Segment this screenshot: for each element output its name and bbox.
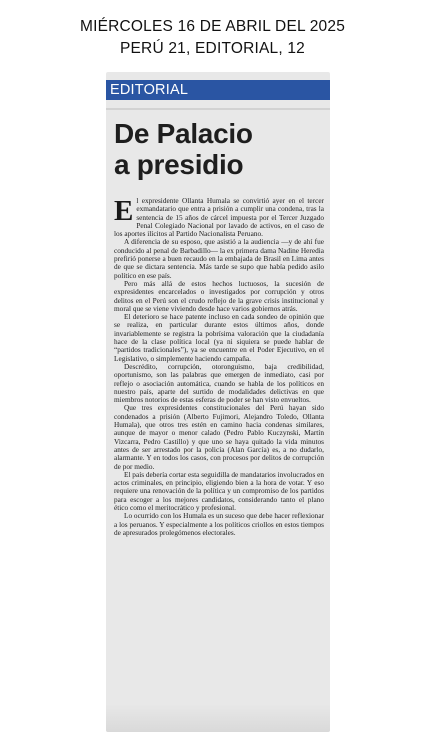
newspaper-clipping (106, 72, 330, 732)
section-bar (106, 80, 330, 100)
drop-cap: E (114, 195, 134, 227)
paragraph-8: Lo ocurrido con los Humala es un suceso que debe hacer reflexionar a los peruanos. Y especialmente a los políticos criollos en estos tiempos de apresurados prolegómenos electorales. (114, 511, 324, 537)
paragraph-2: A diferencia de su esposo, que asistió a la audiencia —y de ahí fue conducido al penal de Barbadillo— la ex primera dama Nadine Heredia prefirió ponerse a buen recaudo en la embajada de Brasil en Lima antes de que se dictara sentencia. Más tarde se supo que había pedido asilo político en ese país. (114, 237, 324, 280)
paragraph-1 (114, 197, 324, 238)
publication-date: MIÉRCOLES 16 DE ABRIL DEL 2025 (79, 18, 346, 35)
article-body (114, 197, 324, 537)
publication-source: PERÚ 21, EDITORIAL, 12 (119, 40, 306, 57)
divider (106, 108, 330, 110)
title-line-2: a presidio (114, 149, 244, 180)
paragraph-5: Descrédito, corrupción, otoronguismo, baja credibilidad, oportunismo, son las palabras que emergen de inmediato, casi por reflejo o asociación automática, cuando se habla de los políticos en nuestro país, aparte del surtido de modalidades delictivas en que miembros notorios de estas esferas de poder se han visto envueltos. (114, 361, 324, 405)
section-label: EDITORIAL (110, 82, 189, 98)
paragraph-1-text: l expresidente Ollanta Humala se convirtió ayer en el tercer exmandatario que entra a prisión a cumplir una condena, tras la sentencia de 15 años de cárcel impuesta por el Tercer Juzgado Penal Colegiado Nacional por lavado de activos, en el caso de los aportes ilícitos al Partido Nacionalista Peruano. (114, 196, 324, 239)
clipping-bottom-edge (106, 704, 330, 732)
paragraph-7: El país debería cortar esta seguidilla de mandatarios involucrados en actos criminales, en principio, eligiendo bien a la hora de votar. Y eso requiere una renovación de la política y un compromiso de los partidos para escoger a los mejores candidatos, considerando tanto el plano ético como el meritocrático y profesional. (114, 469, 324, 512)
paragraph-4: El deterioro se hace patente incluso en cada sondeo de opinión que se realiza, en particular durante estos últimos años, donde invariablemente se registra la pobrísima valoración que la ciudadanía hace de la clase política local (ya ni siquiera se puede hablar de “partidos tradicionales”), ya se encuentre en el Poder Ejecutivo, en el Legislativo, o simplemente haciendo campaña. (114, 312, 324, 363)
paragraph-6: Que tres expresidentes constitucionales del Perú hayan sido condenados a prisión (Alberto Fujimori, Alejandro Toledo, Ollanta Humala), que otros tres estén en camino hacia condenas similares, aunque de mayor o menor calado (Pedro Pablo Kuczynski, Martín Vizcarra, Pedro Castillo) y que uno se haya quitado la vida minutos antes de ser arrestado por la policía (Alan García) es, a no dudarlo, alarmante. Y en todos los casos, con procesos por delitos de corrupción de por medio. (114, 403, 324, 471)
article-title (114, 118, 324, 180)
title-line-1: De Palacio (114, 118, 253, 149)
paragraph-3: Pero más allá de estos hechos luctuosos, la sucesión de expresidentes encarcelados o investigados por corrupción y otros delitos en el Perú son el crudo reflejo de la grave crisis institucional y moral que se viene viviendo desde hace varios gobiernos atrás. (114, 278, 324, 313)
